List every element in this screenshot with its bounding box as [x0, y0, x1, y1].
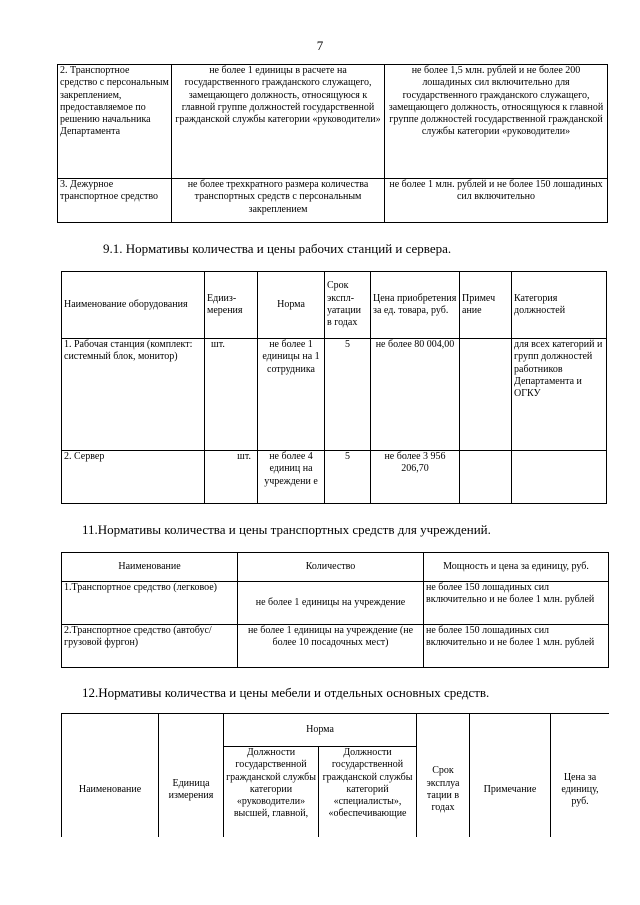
table-row: [58, 179, 608, 223]
table-cell-quantity: не более трехкратного размера количества транспортных средств с персональным закреплением: [172, 179, 385, 223]
section-9-1-heading: 9.1. Нормативы количества и цены рабочих станций и сервера.: [103, 241, 452, 256]
header-name: Наименование: [62, 553, 238, 582]
table-cell-quantity: не более 1 единицы на учреждение (не более 10 посадочных мест): [238, 625, 424, 668]
furniture-table: [61, 713, 609, 837]
header-price: Цена приобретения за ед. товара, руб.: [371, 272, 460, 339]
header-unit: Едиизмерения: [205, 272, 258, 339]
table-cell-unit: шт.: [205, 339, 258, 451]
header-unit: Единица измерения: [159, 714, 224, 838]
table-cell-category: [512, 451, 607, 504]
table-cell-name: 1.Транспортное средство (легковое): [62, 582, 238, 625]
table-cell-quantity: не более 1 единицы в расчете на государственного гражданского служащего, замещающего должность, относящуюся к главной группе должностей государственной гражданской службы категории «руководители»: [172, 65, 385, 179]
section-12-heading: 12.Нормативы количества и цены мебели и отдельных основных средств.: [82, 685, 490, 700]
table-header-row: [62, 272, 607, 339]
furniture-table-wrapper: [61, 713, 609, 837]
table-cell-price: не более 3 956 206,70: [371, 451, 460, 504]
table-cell-name: 1. Рабочая станция (комплект: системный блок, монитор): [62, 339, 205, 451]
table-cell-quantity: не более 1 единицы на учреждение: [238, 582, 424, 625]
header-name: Наименование: [62, 714, 159, 838]
header-term: Срок эксплуатации в годах: [325, 272, 371, 339]
table-cell-price: не более 1 млн. рублей и не более 150 лошадиных сил включительно: [385, 179, 608, 223]
header-note: Примечание: [470, 714, 551, 838]
header-norm-specialists: Должности государственной гражданской службы категорий «специалисты», «обеспечивающие: [319, 747, 417, 838]
page-number: 7: [316, 38, 324, 53]
header-norm: Норма: [224, 714, 417, 747]
table-cell-note: [460, 451, 512, 504]
table-cell-note: [460, 339, 512, 451]
table-cell-category: для всех категорий и групп должностей работников Департамента и ОГКУ: [512, 339, 607, 451]
header-norm: Норма: [258, 272, 325, 339]
header-quantity: Количество: [238, 553, 424, 582]
workstation-table: [61, 271, 607, 504]
table-cell-name: 2. Сервер: [62, 451, 205, 504]
header-name: Наименование оборудования: [62, 272, 205, 339]
header-term: Срок эксплуа тации в годах: [417, 714, 470, 838]
table-cell-name: 3. Дежурное транспортное средство: [58, 179, 172, 223]
table-cell-term: 5: [325, 451, 371, 504]
table-cell-name: 2.Транспортное средство (автобус/грузовой фургон): [62, 625, 238, 668]
table-header-row: [62, 553, 609, 582]
table-cell-term: 5: [325, 339, 371, 451]
table-cell-power: не более 150 лошадиных сил включительно и не более 1 млн. рублей: [424, 582, 609, 625]
institution-vehicle-table: [61, 552, 609, 668]
table-cell-price: не более 80 004,00: [371, 339, 460, 451]
table-row: [62, 625, 609, 668]
table-cell-norm: не более 1 единицы на 1 сотрудника: [258, 339, 325, 451]
table-cell-unit: шт.: [205, 451, 258, 504]
table-row: [62, 339, 607, 451]
table-row: [58, 65, 608, 179]
table-row: [62, 582, 609, 625]
table-header-row: [62, 714, 610, 747]
header-category: Категория должностей: [512, 272, 607, 339]
table-cell-norm: не более 4 единиц на учреждени е: [258, 451, 325, 504]
table-cell-name: 2. Транспортное средство с персональным закреплением, предоставляемое по решению начальника Департамента: [58, 65, 172, 179]
header-power: Мощность и цена за единицу, руб.: [424, 553, 609, 582]
header-price: Цена за единицу, руб.: [551, 714, 610, 838]
header-norm-heads: Должности государственной гражданской службы категории «руководители» высшей, главной,: [224, 747, 319, 838]
vehicle-personal-table: [57, 64, 608, 223]
section-11-heading: 11.Нормативы количества и цены транспортных средств для учреждений.: [82, 522, 491, 537]
header-note: Примеч ание: [460, 272, 512, 339]
table-row: [62, 451, 607, 504]
table-cell-power: не более 150 лошадиных сил включительно и не более 1 млн. рублей: [424, 625, 609, 668]
table-cell-price: не более 1,5 млн. рублей и не более 200 лошадиных сил включительно для государственного гражданского служащего, замещающего должность, относящуюся к главной группе должностей государственной гражданской службы категории «руководители»: [385, 65, 608, 179]
